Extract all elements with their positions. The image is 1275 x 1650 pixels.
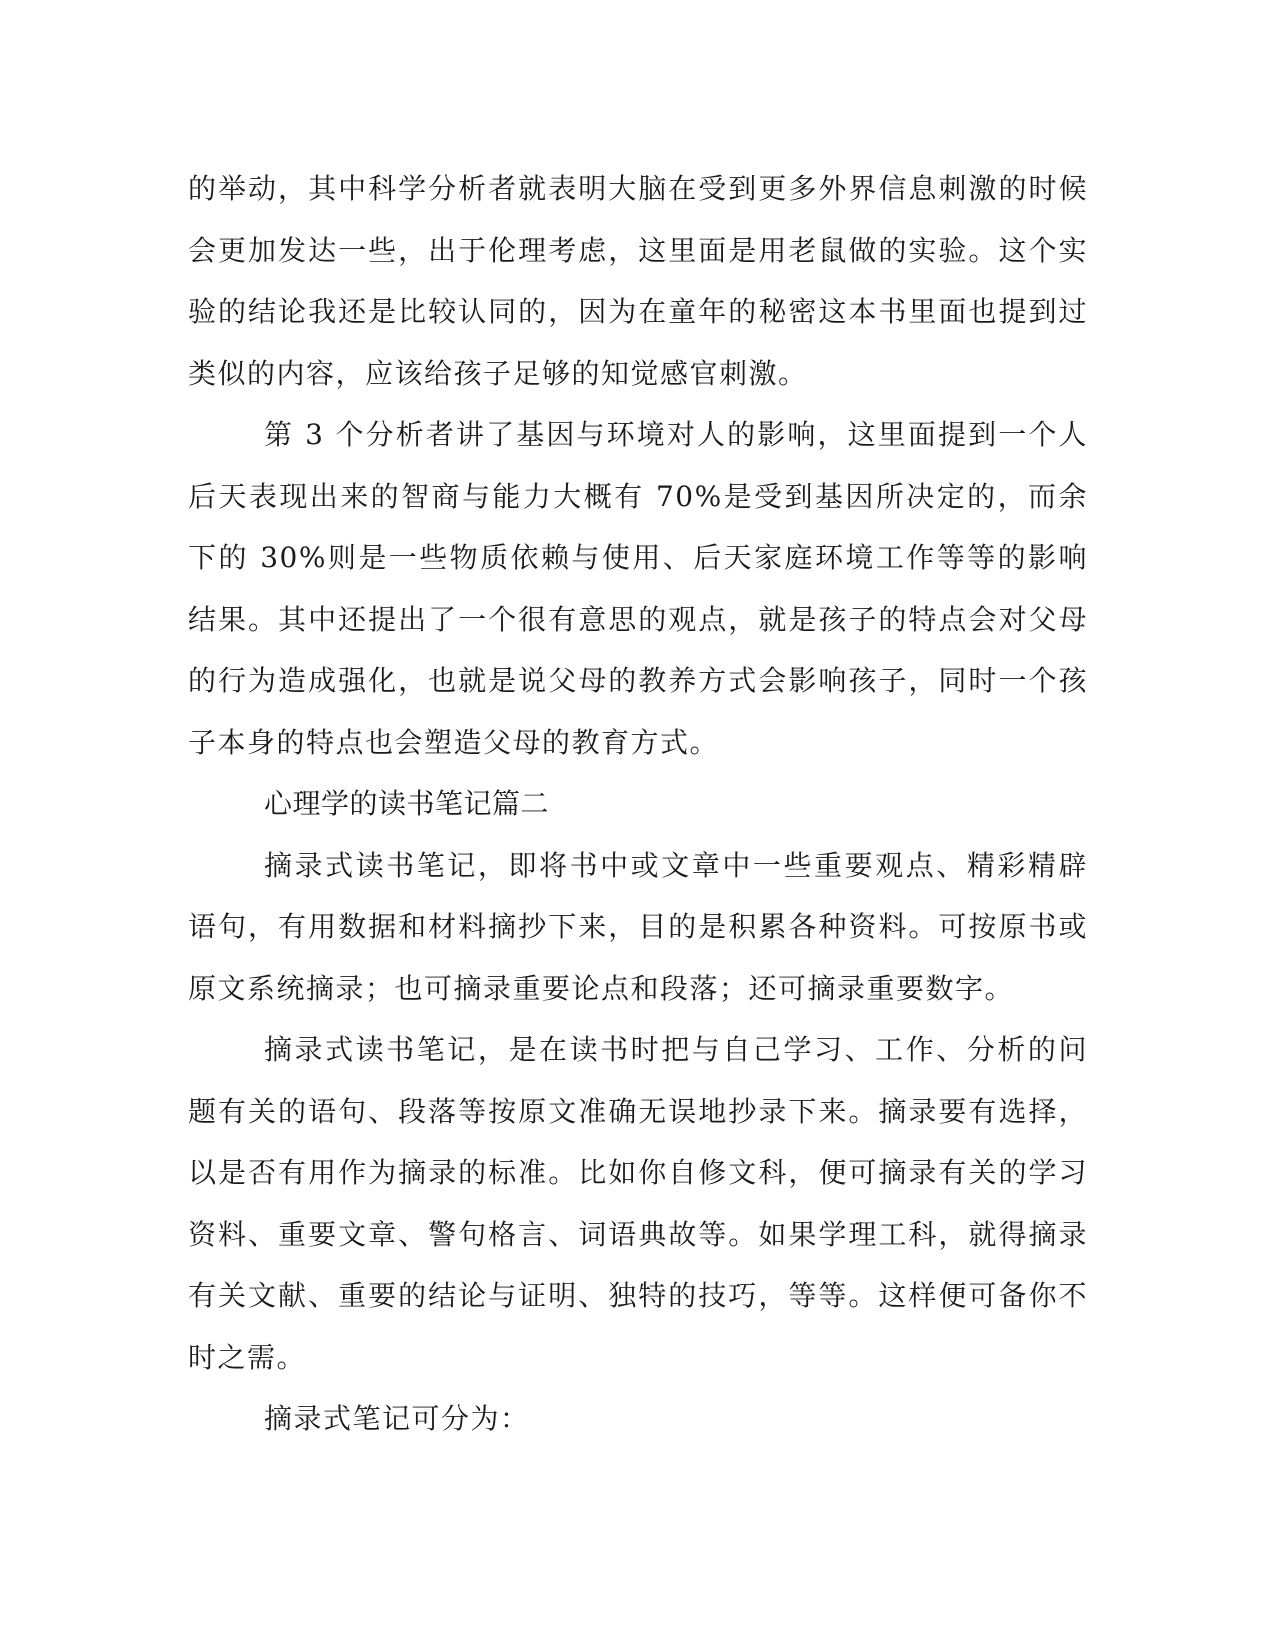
body-text [188,158,1088,1450]
paragraph-gene-environment: 第 3 个分析者讲了基因与环境对人的影响，这里面提到一个人后天表现出来的智商与能力大概有 70%是受到基因所决定的，而余下的 30%则是一些物质依赖与使用、后天家庭环境工作等等的影响结果。其中还提出了一个很有意思的观点，就是孩子的特点会对父母的行为造成强化，也就是说父母的教养方式会影响孩子，同时一个孩子本身的特点也会塑造父母的教育方式。 [188,418,1088,759]
section-heading: 心理学的读书笔记篇二 [264,787,550,820]
paragraph-excerpt-notes-definition: 摘录式读书笔记，即将书中或文章中一些重要观点、精彩精辟语句，有用数据和材料摘抄下来，目的是积累各种资料。可按原书或原文系统摘录；也可摘录重要论点和段落；还可摘录重要数字。 [188,848,1088,1005]
paragraph-excerpt-notes-method: 摘录式读书笔记，是在读书时把与自己学习、工作、分析的问题有关的语句、段落等按原文准确无误地抄录下来。摘录要有选择，以是否有用作为摘录的标准。比如你自修文科，便可摘录有关的学习资料、重要文章、警句格言、词语典故等。如果学理工科，就得摘录有关文献、重要的结论与证明、独特的技巧，等等。这样便可备你不时之需。 [188,1033,1088,1374]
paragraph-excerpt-notes-types: 摘录式笔记可分为： [264,1402,530,1435]
paragraph-brain-stimulation: 的举动，其中科学分析者就表明大脑在受到更多外界信息刺激的时候会更加发达一些，出于伦理考虑，这里面是用老鼠做的实验。这个实验的结论我还是比较认同的，因为在童年的秘密这本书里面也提到过类似的内容，应该给孩子足够的知觉感官刺激。 [188,172,1088,390]
